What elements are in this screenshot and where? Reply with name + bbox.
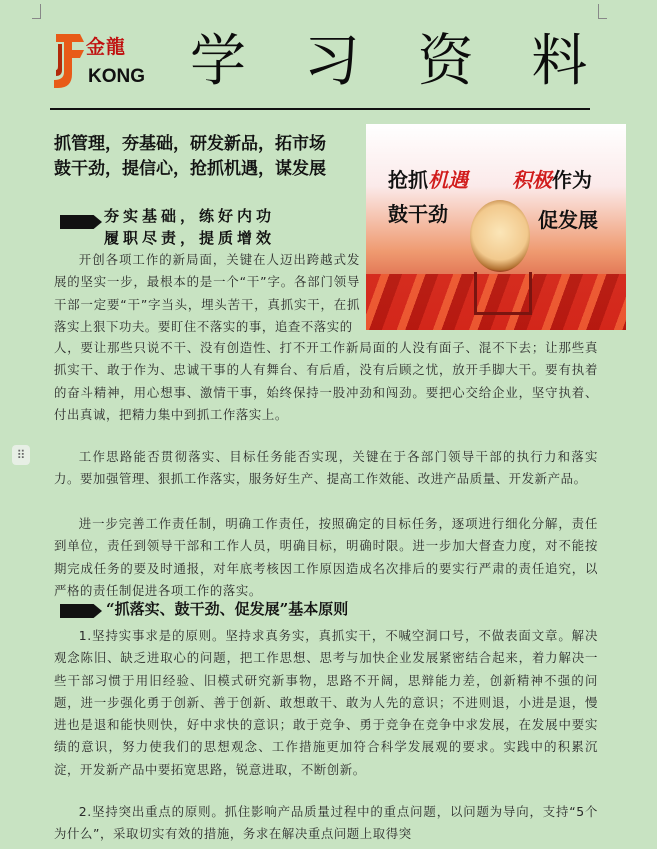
section-heading-line-1: 夯实基础，练好内功 [104,207,276,225]
paragraph-1-top [54,249,360,337]
page-title: 学 习 资 料 [190,29,608,94]
banner-text-seize-pre: 抢抓 [388,168,428,192]
company-logo [50,30,145,94]
headline-line-2: 鼓干劲，提信心，抢抓机遇，谋发展 [54,159,326,179]
paragraph-1-text-a: 开创各项工作的新局面，关键在人迈出跨越式发展的坚实一步，最根本的是一个“干”字。各部门领导干部一定要“干”字当头，埋头苦干，真抓实干，在抓落实上狠下功夫。要盯住不落实的事，追查不落实的 [54,252,360,334]
headline-line-1: 抓管理，夯基础，研发新品，拓市场 [54,134,326,154]
section-heading-line-2: 履职尽责，提质增效 [104,229,276,247]
banner-image [366,124,626,330]
drag-handle-icon[interactable]: ⠿ [12,445,30,465]
arrow-bullet-icon [60,215,102,229]
title-divider [50,108,590,110]
banner-text-act: 作为 [552,168,592,192]
logo-chinese-text: 金龍 [86,36,127,58]
banner-text-active-hl: 积极 [512,168,552,192]
headline [54,132,364,182]
logo-english-text: KONG [88,66,145,87]
banner-text-active [512,164,592,193]
paragraph-3: 进一步完善工作责任制，明确工作责任，按照确定的目标任务，逐项进行细化分解，责任到单位，责任到领导干部和工作人员，明确目标，明确时限。进一步加大督查力度，对不能按期完成任务的要及时通报，对年底考核因工作原因造成名次排后的要实行严肃的责任追究，以严格的责任制促进各项工作的落实。 [54,516,598,598]
principle-2: 2.坚持突出重点的原则。抓住影响产品质量过程中的重点问题，以问题为导向，支持“5个为什么”，采取切实有效的措施，务求在解决重点问题上取得突 [54,804,598,842]
banner-text-seize [388,164,468,193]
drum-icon [470,200,530,272]
dragon-logo-icon [50,30,90,92]
section-heading-principles-title: “抓落实、鼓干劲、促发展”基本原则 [106,600,349,618]
crop-mark-top-left [32,4,41,19]
paragraph-1-text-b: 人，要让那些只说不干、没有创造性、打不开工作新局面的人没有面子、混不下去；让那些真抓实干、敢于作为、忠诚干事的人有舞台、有后盾，没有后顾之忧，放开手脚大干。要有执着的奋斗精神，用心想事、激情干事，始终保持一股冲劲和闯劲。要把心交给企业，坚守执着、付出真诚，把精力集中到抓工作落实上。 [54,340,598,422]
banner-text-drive: 鼓干劲 [388,202,448,226]
crop-mark-top-right [598,4,607,19]
paragraph-1-rest [54,337,598,443]
arrow-bullet-icon [60,604,102,618]
principle-1: 1.坚持实事求是的原则。坚持求真务实，真抓实干，不喊空洞口号，不做表面文章。解决观念陈旧、缺乏进取心的问题，把工作思想、思考与加快企业发展紧密结合起来，着力解决一些干部习惯于用旧经验、旧模式研究新事物，思路不开阔，思辩能力差，创新精神不强的问题，进一步强化勇于创新、善于创新、敢想敢干、敢为人先的意识；不进则退，小进是退，慢进也是退和能快则快，好中求快的意识；敢于竞争、勇于竞争在竞争中求发展，在发展中要实绩的意识，努力使我们的思想观念、工作措施更加符合科学发展观的要求。实践中的积累沉淀，开发新产品中要拓宽思路，锐意进取，不断创新。 [54,628,598,777]
banner-text-develop: 促发展 [538,208,598,232]
paragraph-2: 工作思路能否贯彻落实、目标任务能否实现，关键在于各部门领导干部的执行力和落实力。要加强管理、狠抓工作落实，服务好生产、提高工作效能、改进产品质量、开发新产品。 [54,449,598,487]
banner-text-opportunity: 机遇 [428,168,468,192]
drum-stand-graphic [474,272,532,315]
